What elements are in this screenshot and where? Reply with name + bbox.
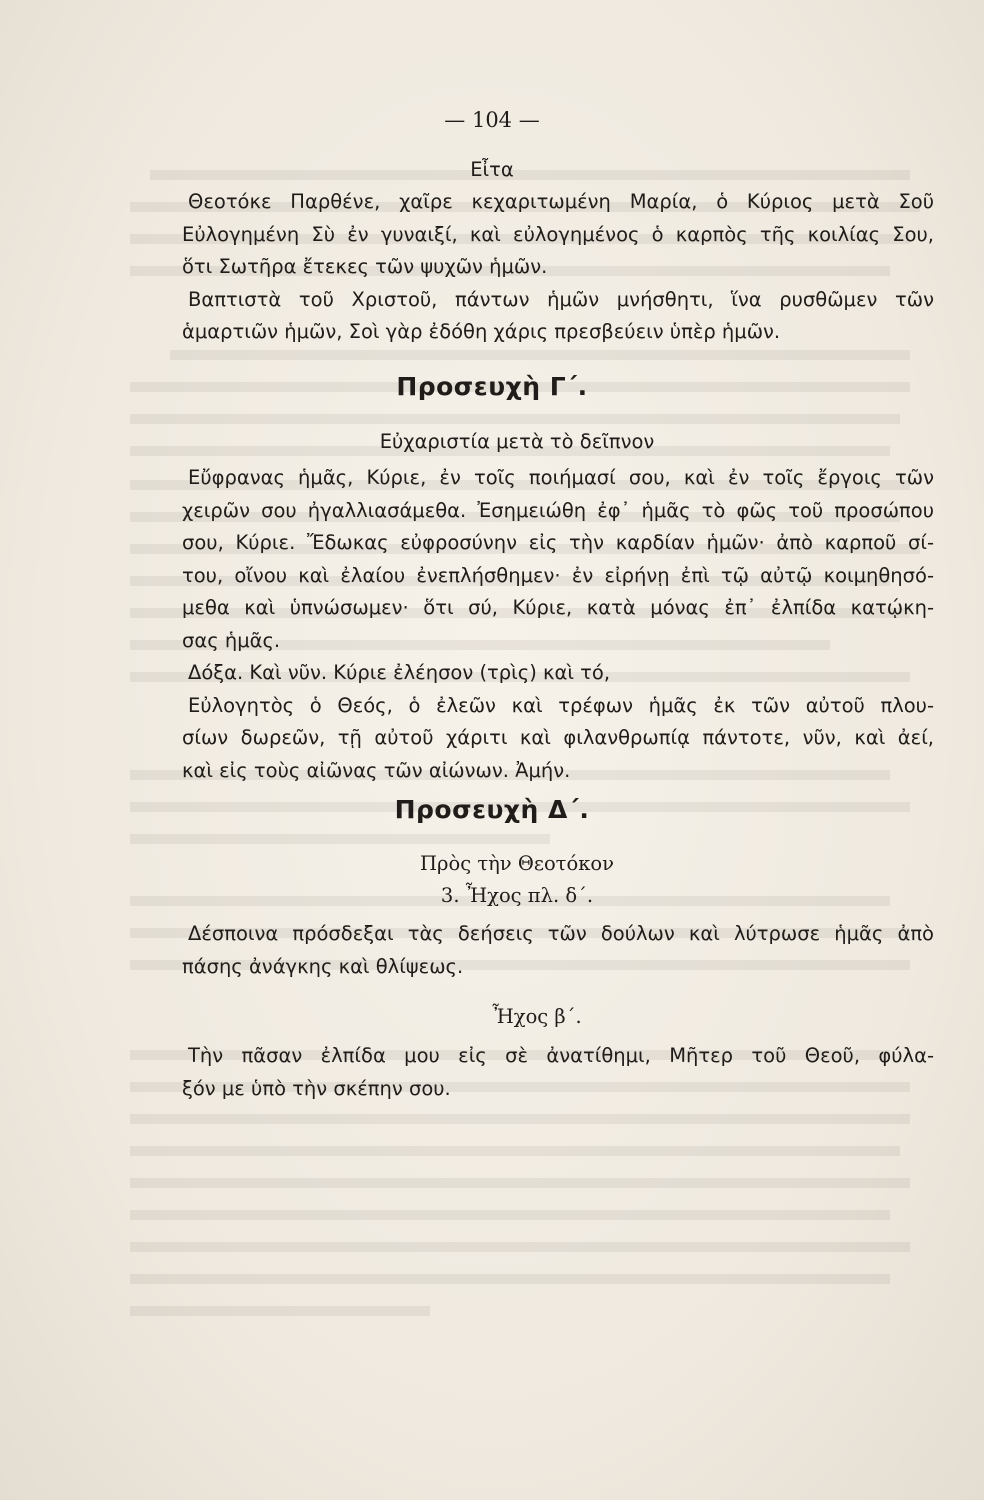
text-line: πάσης ἀνάγκης καὶ θλίψεως. [182,954,464,978]
block1-text [182,186,934,349]
text-line: Εὐλογημένη Σὺ ἐν γυναιξί, καὶ εὐλογημένος ὁ καρπὸς τῆς κοιλίας Σου, [182,222,934,246]
prayer-4-mode-2: Ἦχος β΄. [492,1005,582,1028]
text-line: σου, Κύριε. Ἔδωκας εὐφροσύνην εἰς τὴν καρδίαν ἡμῶν· ἀπὸ καρποῦ σί- [182,531,934,554]
text-line: μεθα καὶ ὑπνώσωμεν· ὅτι σύ, Κύριε, κατὰ μόνας ἐπ᾽ ἐλπίδα κατῴκη- [182,596,934,619]
prayer-3-subtitle: Εὐχαριστία μετὰ τὸ δεῖπνον [379,430,655,453]
text-line: Δέσποινα πρόσδεξαι τὰς δεήσεις τῶν δούλων καὶ λύτρωσε ἡμᾶς ἀπὸ [188,922,934,945]
text-line: Βαπτιστὰ τοῦ Χριστοῦ, πάντων ἡμῶν μνήσθητι, ἵνα ρυσθῶμεν τῶν [188,287,934,311]
page-number: — 104 — [444,108,540,132]
prayer-4-mode-1: 3. Ἦχος πλ. δ΄. [440,884,594,907]
text-line: καὶ εἰς τοὺς αἰῶνας τῶν αἰώνων. Ἀμήν. [182,758,571,782]
text-line: Εὔφρανας ἡμᾶς, Κύριε, ἐν τοῖς ποιήμασί σου, καὶ ἐν τοῖς ἔργοις τῶν [188,466,934,489]
text-line: ἁμαρτιῶν ἡμῶν, Σοὶ γὰρ ἐδόθη χάρις πρεσβεύειν ὑπὲρ ἡμῶν. [182,320,781,343]
prayer-4-heading: Προσευχὴ Δ΄. [394,795,590,824]
text-line: ὅτι Σωτῆρα ἔτεκες τῶν ψυχῶν ἡμῶν. [182,255,548,278]
text-line: ξόν με ὑπὸ τὴν σκέπην σου. [182,1076,451,1100]
text-line: σας ἡμᾶς. [182,628,281,652]
text-line: του, οἴνου καὶ ἐλαίου ἐνεπλήσθημεν· ἐν εἰρήνῃ ἐπὶ τῷ αὐτῷ κοιμηθησό- [182,563,934,587]
prayer-4-text-2 [182,1040,934,1105]
prayer-3-text [182,462,934,787]
text-line: Δόξα. Καὶ νῦν. Κύριε ἐλέησον (τρὶς) καὶ τό, [188,661,611,684]
text-line: Τὴν πᾶσαν ἐλπίδα μου εἰς σὲ ἀνατίθημι, Μῆτερ τοῦ Θεοῦ, φύλα- [188,1044,934,1067]
block-title: Εἶτα [470,158,514,181]
prayer-3-heading: Προσευχὴ Γ΄. [396,372,588,401]
prayer-4-text-1 [182,918,934,983]
text-line: χειρῶν σου ἠγαλλιασάμεθα. Ἐσημειώθη ἐφ᾽ ἡμᾶς τὸ φῶς τοῦ προσώπου [182,498,934,522]
text-line: Εὐλογητὸς ὁ Θεός, ὁ ἐλεῶν καὶ τρέφων ἡμᾶς ἐκ τῶν αὐτοῦ πλου- [188,693,934,717]
text-line: σίων δωρεῶν, τῇ αὐτοῦ χάριτι καὶ φιλανθρωπίᾳ πάντοτε, νῦν, καὶ ἀεί, [182,726,934,749]
text-line: Θεοτόκε Παρθένε, χαῖρε κεχαριτωμένη Μαρία, ὁ Κύριος μετὰ Σοῦ [188,190,934,213]
prayer-4-subtitle: Πρὸς τὴν Θεοτόκον [420,852,614,875]
